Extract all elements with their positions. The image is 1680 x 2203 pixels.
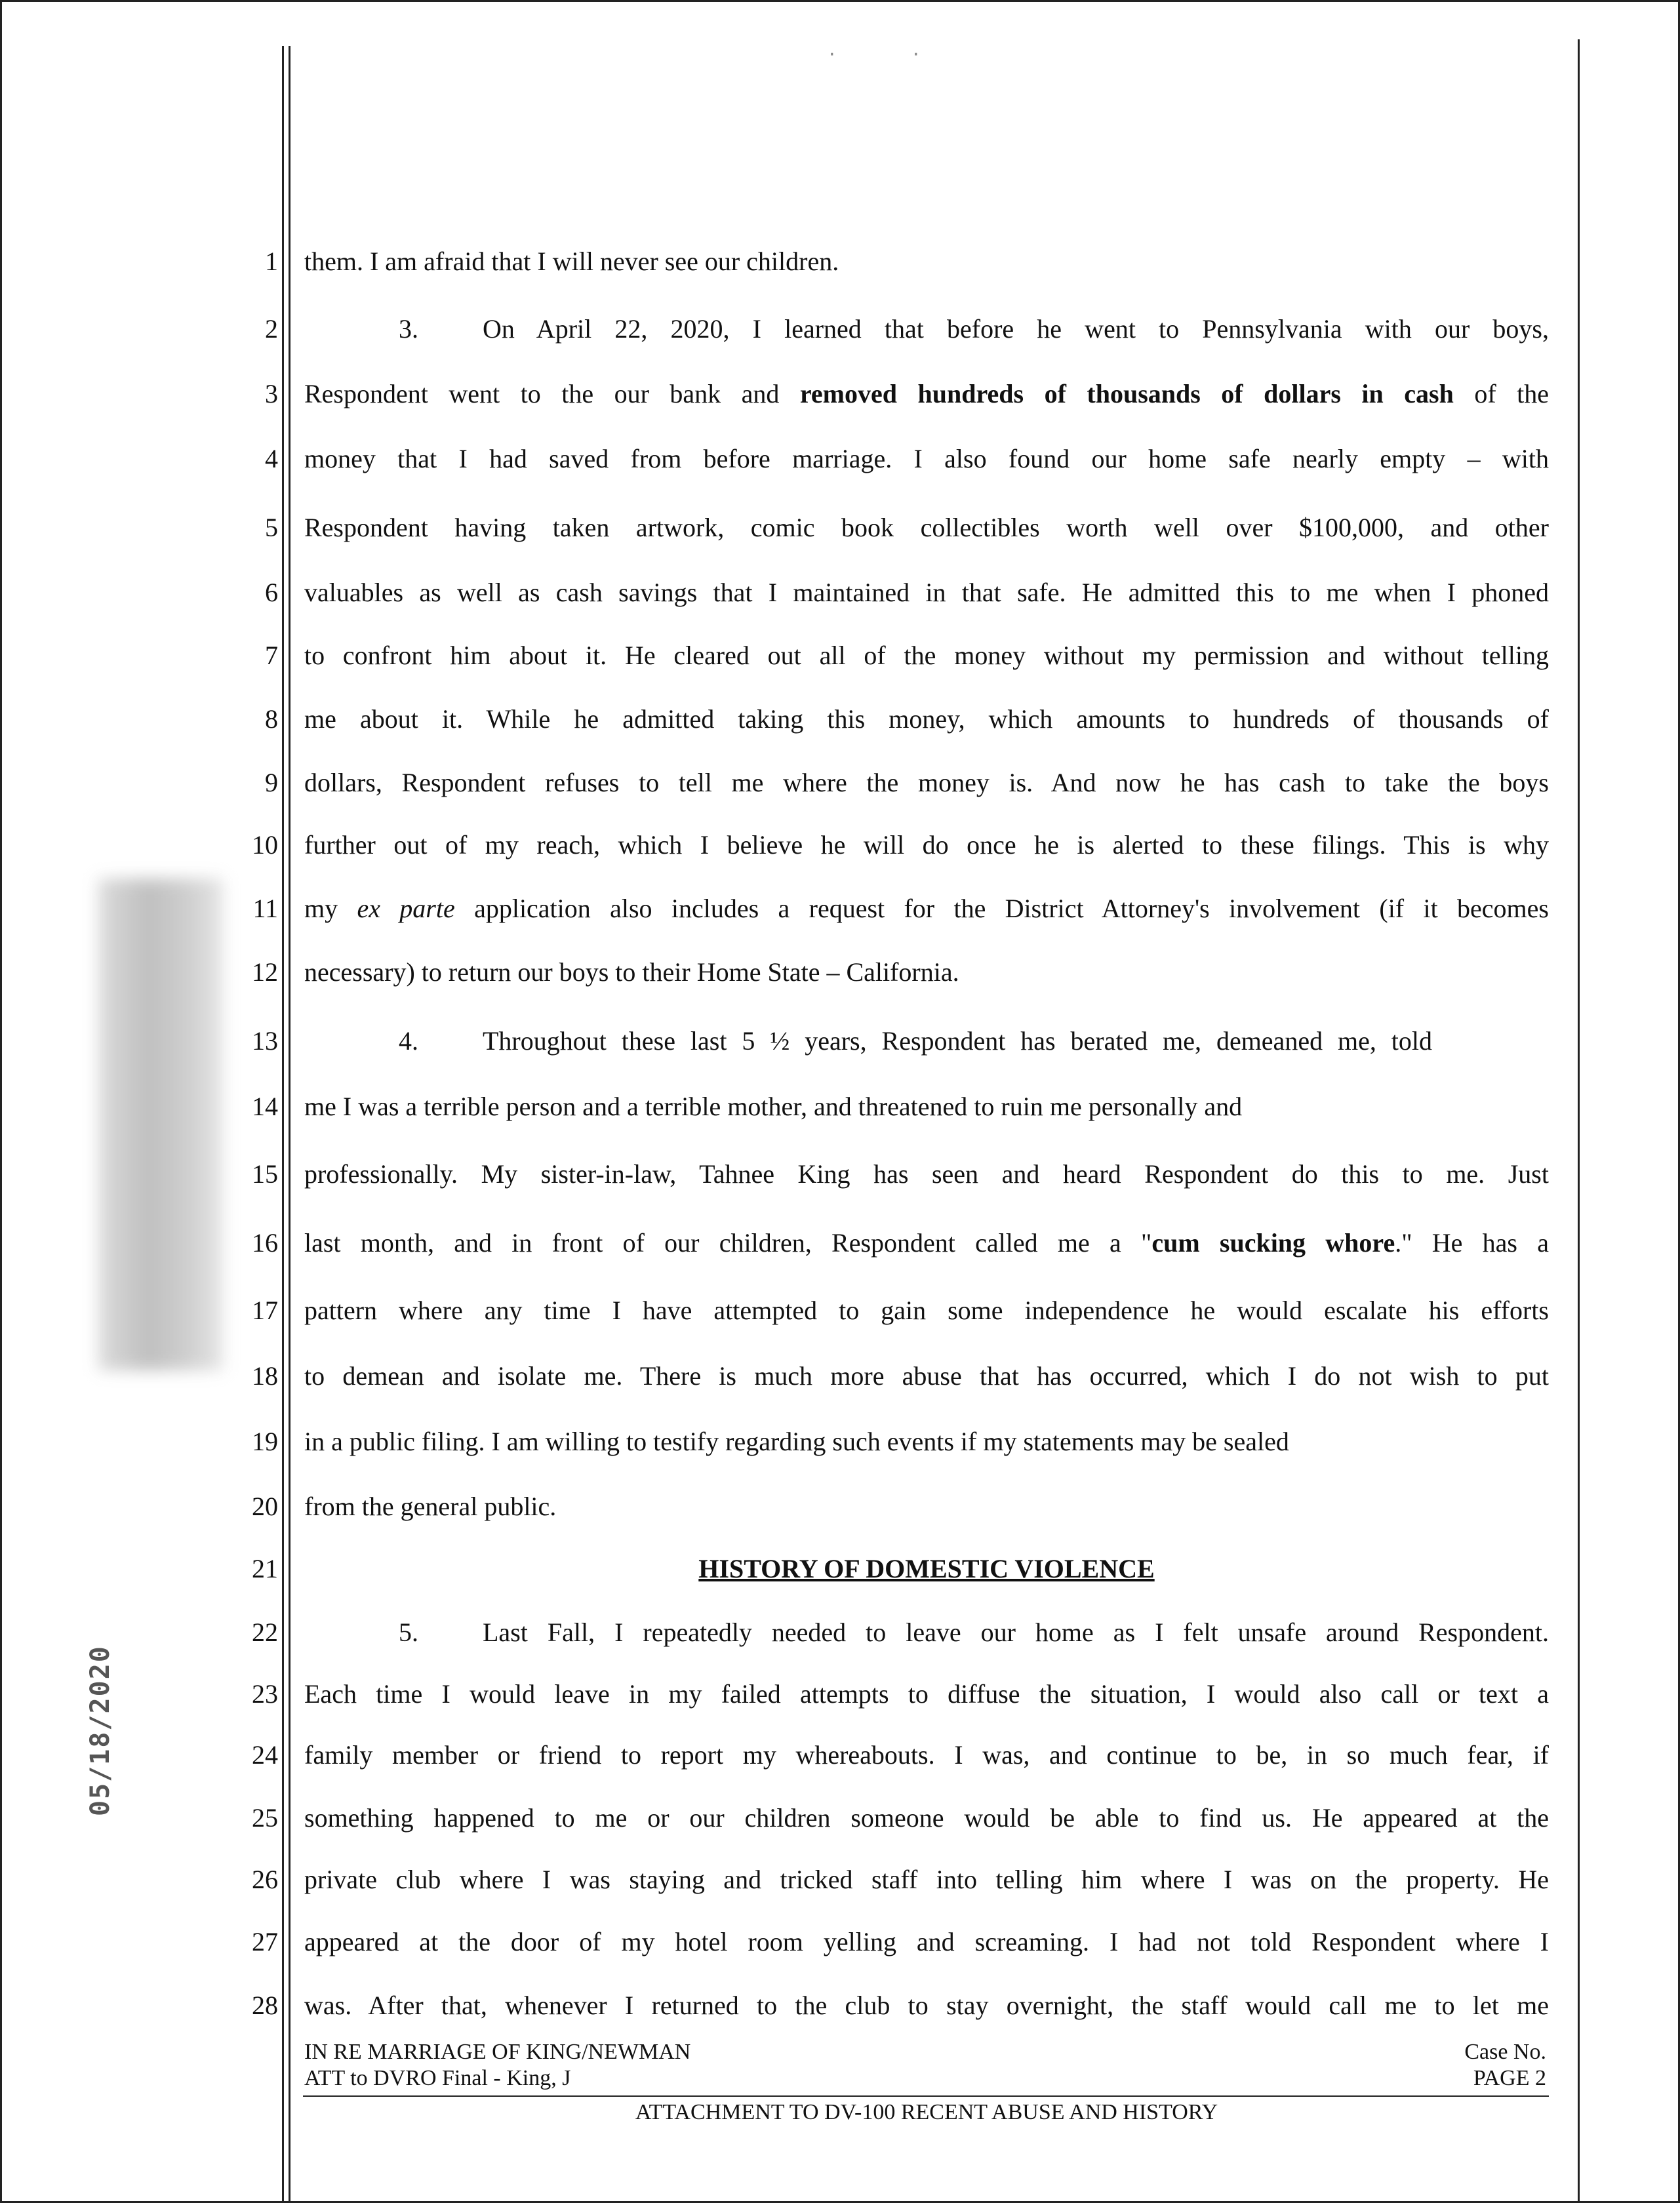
paragraph-number: 3. (399, 314, 418, 344)
scan-mark: · (829, 43, 835, 66)
body-line: professionally. My sister-in-law, Tahnee King has seen and heard Respondent do this to me. Just (304, 1159, 1549, 1189)
attachment-title: ATTACHMENT TO DV-100 RECENT ABUSE AND HISTORY (635, 2100, 1218, 2124)
paragraph-4-start (304, 1025, 1432, 1057)
line-number: 28 (252, 1991, 278, 2020)
italic-text: ex parte (357, 894, 455, 923)
paragraph-number: 5. (399, 1618, 418, 1647)
line-number: 26 (252, 1865, 278, 1894)
line-number: 3 (265, 379, 278, 408)
line-number: 25 (252, 1803, 278, 1833)
emphasis-text: removed hundreds of thousands of dollars in cash (799, 379, 1454, 408)
document-name: ATT to DVRO Final - King, J (304, 2066, 571, 2090)
page-number: PAGE 2 (1473, 2066, 1546, 2090)
line-number: 5 (265, 513, 278, 542)
body-line: necessary) to return our boys to their Home State – California. (304, 957, 959, 987)
line-number: 19 (252, 1427, 278, 1456)
body-line: to confront him about it. He cleared out all of the money without my permission and without telling (304, 641, 1549, 670)
body-line: from the general public. (304, 1492, 557, 1521)
body-line: me I was a terrible person and a terrible mother, and threatened to ruin me personally and (304, 1092, 1243, 1121)
paragraph-number: 4. (399, 1026, 418, 1056)
redacted-stamp (98, 879, 223, 1370)
body-line (304, 378, 1549, 410)
line-number: 23 (252, 1679, 278, 1709)
body-text: last month, and in front of our children, Respondent called me a " (304, 1228, 1152, 1258)
left-margin-rule-outer (282, 46, 284, 2203)
body-text: Throughout these last 5 ½ years, Respondent has berated me, demeaned me, told (483, 1026, 1432, 1056)
body-line: appeared at the door of my hotel room yelling and screaming. I had not told Respondent where I (304, 1927, 1549, 1956)
line-number: 14 (252, 1092, 278, 1121)
body-text: my (304, 894, 357, 923)
filing-date-stamp: 05/18/2020 (85, 1645, 115, 1816)
paragraph-3-start (304, 313, 1549, 345)
line-number: 18 (252, 1361, 278, 1391)
line-number: 13 (252, 1026, 278, 1056)
body-line: dollars, Respondent refuses to tell me where the money is. And now he has cash to take the boys (304, 768, 1549, 797)
line-number: 10 (252, 830, 278, 860)
right-margin-rule (1578, 39, 1580, 2203)
line-number: 8 (265, 704, 278, 734)
scan-mark: · (913, 43, 919, 66)
body-line: them. I am afraid that I will never see our children. (304, 247, 839, 276)
body-line: family member or friend to report my whereabouts. I was, and continue to be, in so much fear, if (304, 1740, 1549, 1770)
case-title: IN RE MARRIAGE OF KING/NEWMAN (304, 2040, 691, 2064)
emphasis-text: cum sucking whore (1151, 1228, 1395, 1258)
body-text: Last Fall, I repeatedly needed to leave our home as I felt unsafe around Respondent. (483, 1618, 1549, 1647)
line-number: 11 (252, 894, 278, 923)
body-line: valuables as well as cash savings that I maintained in that safe. He admitted this to me when I phoned (304, 578, 1549, 607)
body-line: to demean and isolate me. There is much more abuse that has occurred, which I do not wish to put (304, 1361, 1549, 1391)
body-line: me about it. While he admitted taking this money, which amounts to hundreds of thousands of (304, 704, 1549, 734)
line-number: 7 (265, 641, 278, 670)
line-number: 22 (252, 1618, 278, 1647)
body-line: Respondent having taken artwork, comic book collectibles worth well over $100,000, and other (304, 513, 1549, 542)
line-number: 27 (252, 1927, 278, 1956)
body-text: application also includes a request for the District Attorney's involvement (if it becomes (454, 894, 1549, 923)
body-line: something happened to me or our children someone would be able to find us. He appeared at the (304, 1803, 1549, 1833)
line-number: 15 (252, 1159, 278, 1189)
paragraph-5-start (304, 1617, 1549, 1648)
line-number: 17 (252, 1296, 278, 1325)
line-number: 1 (265, 247, 278, 276)
body-line: was. After that, whenever I returned to the club to stay overnight, the staff would call me to let me (304, 1991, 1549, 2020)
line-number: 6 (265, 578, 278, 607)
body-line: pattern where any time I have attempted to gain some independence he would escalate his efforts (304, 1296, 1549, 1325)
line-number: 2 (265, 314, 278, 344)
body-text: of the (1453, 379, 1550, 408)
body-line: in a public filing. I am willing to testify regarding such events if my statements may be sealed (304, 1427, 1289, 1456)
body-line: further out of my reach, which I believe he will do once he is alerted to these filings. This is why (304, 830, 1549, 860)
left-margin-rule-inner (289, 46, 290, 2203)
footer-rule (303, 2095, 1549, 2097)
line-number: 24 (252, 1740, 278, 1770)
body-line: money that I had saved from before marriage. I also found our home safe nearly empty – with (304, 444, 1549, 473)
line-number: 9 (265, 768, 278, 797)
line-number: 16 (252, 1228, 278, 1258)
case-number-label: Case No. (1464, 2040, 1546, 2064)
body-text: ." He has a (1395, 1228, 1549, 1258)
body-line: private club where I was staying and tricked staff into telling him where I was on the property. He (304, 1865, 1549, 1894)
body-text: Respondent went to the our bank and (304, 379, 800, 408)
body-line: Each time I would leave in my failed attempts to diffuse the situation, I would also call or text a (304, 1679, 1549, 1709)
line-number: 4 (265, 444, 278, 473)
line-number: 12 (252, 957, 278, 987)
body-line (304, 893, 1549, 924)
line-number: 21 (252, 1554, 278, 1583)
section-heading: HISTORY OF DOMESTIC VIOLENCE (698, 1554, 1155, 1583)
line-number: 20 (252, 1492, 278, 1521)
body-line (304, 1227, 1549, 1259)
body-text: On April 22, 2020, I learned that before he went to Pennsylvania with our boys, (483, 314, 1549, 344)
